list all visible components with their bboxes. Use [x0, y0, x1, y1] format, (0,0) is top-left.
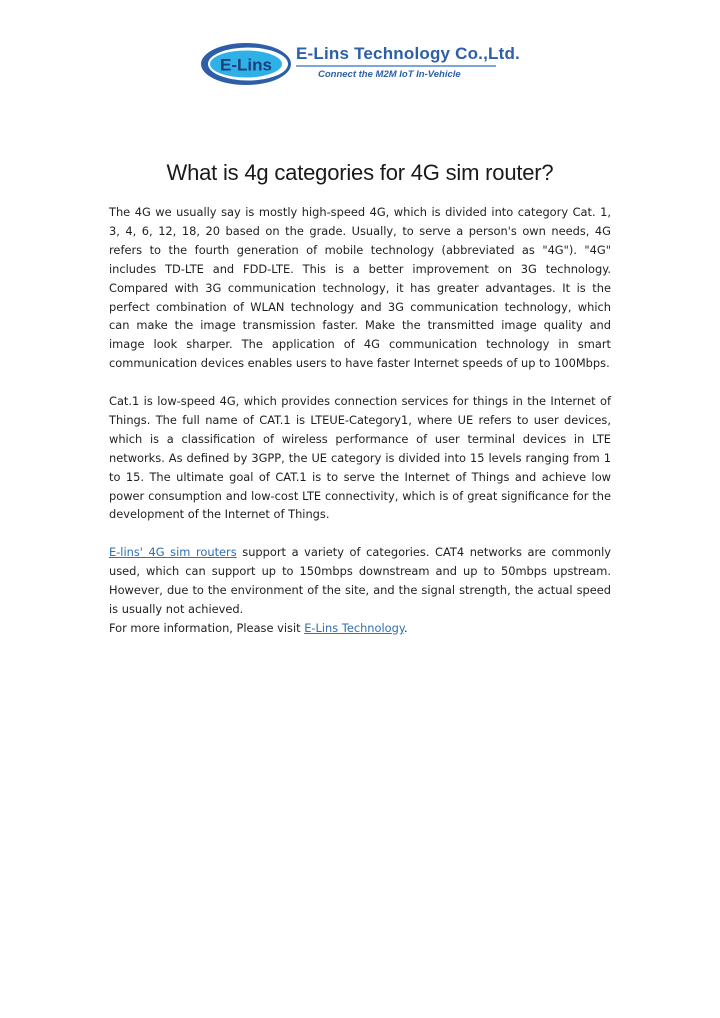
company-tagline: Connect the M2M IoT In-Vehicle: [318, 69, 461, 80]
more-info-suffix: .: [403, 620, 408, 635]
paragraph-cat1: Cat.1 is low-speed 4G, which provides connection services for things in the Internet of Things. The full name of CAT.1 is LTEUE-Category1, where UE refers to user devices, which is a classification of wireless performance of user terminal devices in LTE networks. As defined by 3GPP, the UE category is divided into 15 levels ranging from 1 to 15. The ultimate goal of CAT.1 is to serve the Internet of Things and achieve low power consumption and low-cost LTE connectivity, which is of great significance for the development of the Internet of Things.: [109, 394, 611, 522]
e-lins-technology-link[interactable]: E-Lins Technology: [304, 620, 404, 635]
more-info-line: [109, 619, 611, 638]
e-lins-logo: [200, 42, 292, 86]
more-info-prefix: For more information, Please visit: [109, 620, 305, 635]
article-body: [109, 203, 611, 638]
routers-paragraph-text: support a variety of categories. CAT4 networks are commonly used, which can support up to 150mbps downstream and up to 50mbps upstream. However, due to the environment of the site, and the signal strength, the actual speed is usually not achieved.: [109, 545, 612, 616]
header-divider: [296, 65, 496, 67]
logo-text: E-Lins: [220, 55, 272, 75]
paragraph-4g-overview: The 4G we usually say is mostly high-speed 4G, which is divided into category Cat. 1, 3, 4, 6, 12, 18, 20 based on the grade. Usually, to serve a person's own needs, 4G refers to the fourth generation of mobile technology (abbreviated as "4G"). "4G" includes TD-LTE and FDD-LTE. This is a better improvement on 3G technology. Compared with 3G communication technology, it has greater advantages. It is the perfect combination of WLAN technology and 3G communication technology, which can make the image transmission faster. Make the transmitted image quality and image look sharper. The application of 4G communication technology in smart communication devices enables users to have faster Internet speeds of up to 100Mbps.: [109, 205, 611, 371]
e-lins-routers-link[interactable]: E-lins' 4G sim routers: [109, 545, 237, 560]
page-title: What is 4g categories for 4G sim router?: [166, 160, 554, 185]
paragraph-routers: [109, 543, 611, 619]
paragraph-gap: [109, 524, 611, 543]
header-logo-block: [200, 40, 520, 88]
paragraph-gap: [109, 373, 611, 392]
company-name: E-Lins Technology Co.,Ltd.: [296, 44, 520, 63]
